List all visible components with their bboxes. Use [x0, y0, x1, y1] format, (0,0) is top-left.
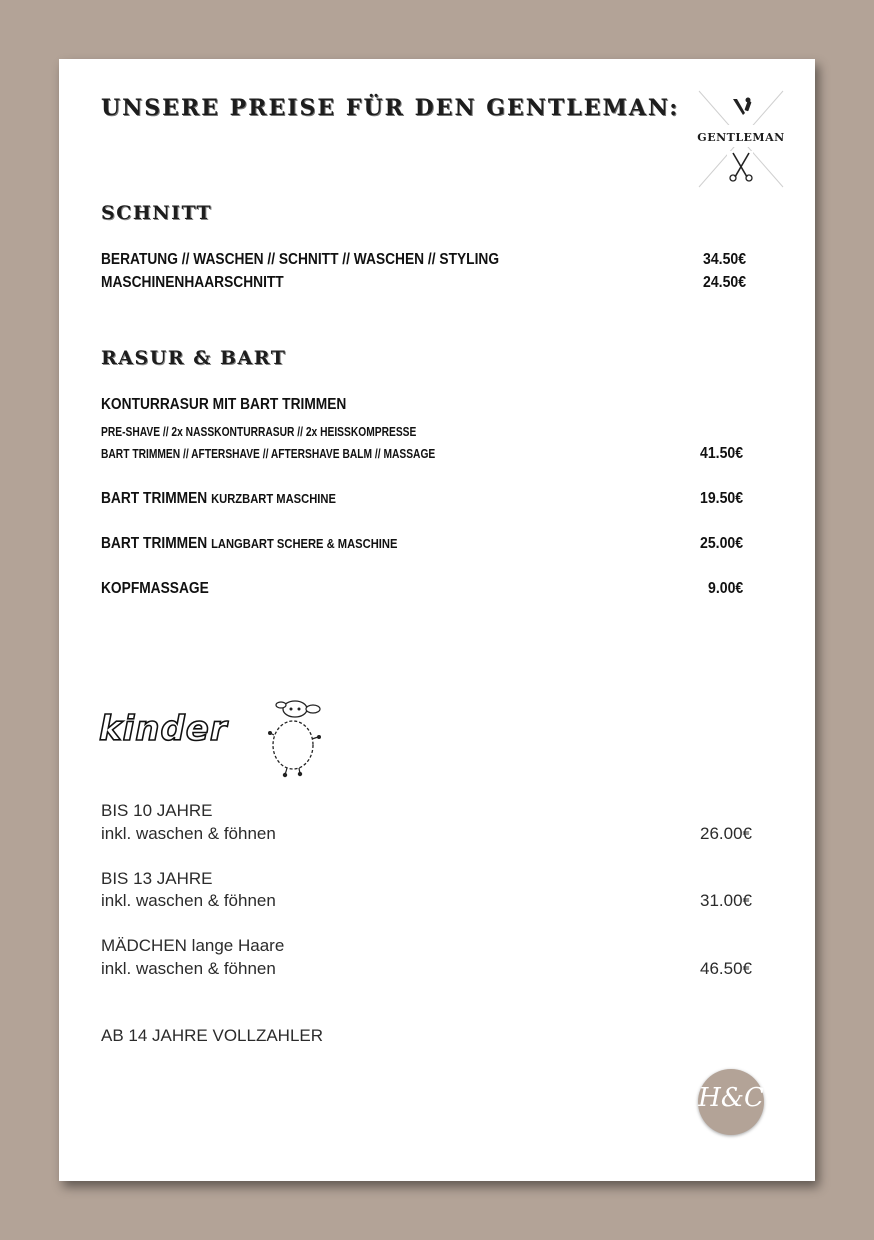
kontur-detail-line: PRE-SHAVE // 2x NASSKONTURRASUR // 2x HEISSKOMPRESSE — [101, 425, 417, 439]
kinder-item-title: BIS 10 JAHRE — [101, 801, 213, 820]
kinder-heading: kinder — [99, 709, 228, 749]
sheep-icon — [265, 693, 327, 784]
price-list-page — [59, 59, 815, 1181]
bart-lang-item — [101, 535, 397, 553]
bart-kurz-item — [101, 490, 336, 508]
schnitt-item-label: BERATUNG // WASCHEN // SCHNITT // WASCHEN // STYLING — [101, 251, 500, 268]
kontur-detail-line: BART TRIMMEN // AFTERSHAVE // AFTERSHAVE BALM // MASSAGE — [101, 447, 436, 461]
gentleman-badge — [697, 89, 785, 189]
kinder-note: AB 14 JAHRE VOLLZAHLER — [101, 1026, 324, 1045]
kinder-item-detail: inkl. waschen & föhnen — [101, 891, 276, 910]
schnitt-item-price: 24.50€ — [703, 274, 747, 291]
schnitt-heading: SCHNITT — [101, 202, 213, 224]
schnitt-item-label: MASCHINENHAARSCHNITT — [101, 274, 284, 291]
schnitt-item-price: 34.50€ — [703, 251, 747, 268]
bart-kurz-price: 19.50€ — [700, 490, 744, 507]
bart-lang-label: BART TRIMMEN — [101, 535, 208, 552]
kinder-item-title: BIS 13 JAHRE — [101, 869, 213, 888]
bart-lang-price: 25.00€ — [700, 535, 744, 552]
rasur-heading: RASUR & BART — [101, 347, 287, 369]
kinder-item-detail: inkl. waschen & föhnen — [101, 824, 276, 843]
kinder-item-price: 26.00€ — [700, 824, 752, 843]
kontur-price: 41.50€ — [700, 445, 744, 462]
kinder-item-detail: inkl. waschen & föhnen — [101, 959, 276, 978]
bart-lang-detail: LANGBART SCHERE & MASCHINE — [211, 536, 398, 551]
page-title: UNSERE PREISE FÜR DEN GENTLEMAN: — [101, 95, 680, 121]
kopfmassage-label: KOPFMASSAGE — [101, 580, 209, 597]
logo-text: H&C — [698, 1083, 764, 1113]
kinder-item-title: MÄDCHEN lange Haare — [101, 936, 285, 955]
hc-logo — [698, 1069, 764, 1135]
badge-label: GENTLEMAN — [697, 131, 785, 144]
kinder-item-price: 31.00€ — [700, 891, 752, 910]
bart-kurz-label: BART TRIMMEN — [101, 490, 208, 507]
kopfmassage-price: 9.00€ — [708, 580, 744, 597]
bart-kurz-detail: KURZBART MASCHINE — [211, 491, 336, 506]
kontur-label: KONTURRASUR MIT BART TRIMMEN — [101, 396, 347, 413]
kinder-item-price: 46.50€ — [700, 959, 752, 978]
